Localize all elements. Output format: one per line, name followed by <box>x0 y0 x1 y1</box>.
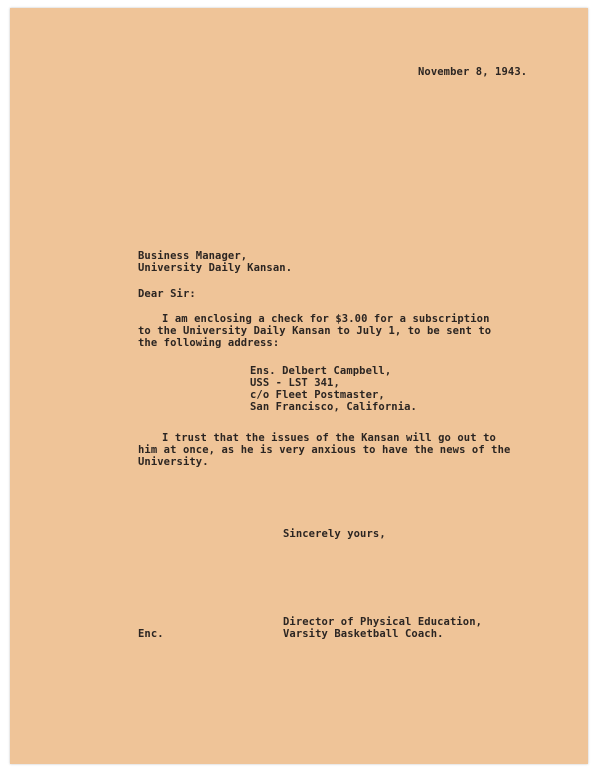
recipient-line-1: Business Manager, <box>138 250 248 262</box>
paragraph-2-line-2: him at once, as he is very anxious to have the news of the <box>138 444 511 456</box>
recipient-line-2: University Daily Kansan. <box>138 262 293 274</box>
address-line-1: Ens. Delbert Campbell, <box>250 365 392 377</box>
letter-date: November 8, 1943. <box>418 66 528 78</box>
salutation: Dear Sir: <box>138 288 196 300</box>
paragraph-2-line-3: University. <box>138 456 209 468</box>
paragraph-1-line-1: I am enclosing a check for $3.00 for a subscription <box>162 313 490 325</box>
signature-title-2: Varsity Basketball Coach. <box>283 628 444 640</box>
enclosure-note: Enc. <box>138 628 164 640</box>
address-line-3: c/o Fleet Postmaster, <box>250 389 385 401</box>
closing: Sincerely yours, <box>283 528 386 540</box>
signature-title-1: Director of Physical Education, <box>283 616 483 628</box>
address-line-2: USS - LST 341, <box>250 377 340 389</box>
paragraph-1-line-2: to the University Daily Kansan to July 1, to be sent to <box>138 325 492 337</box>
paragraph-1-line-3: the following address: <box>138 337 280 349</box>
paragraph-2-line-1: I trust that the issues of the Kansan will go out to <box>162 432 496 444</box>
address-line-4: San Francisco, California. <box>250 401 417 413</box>
